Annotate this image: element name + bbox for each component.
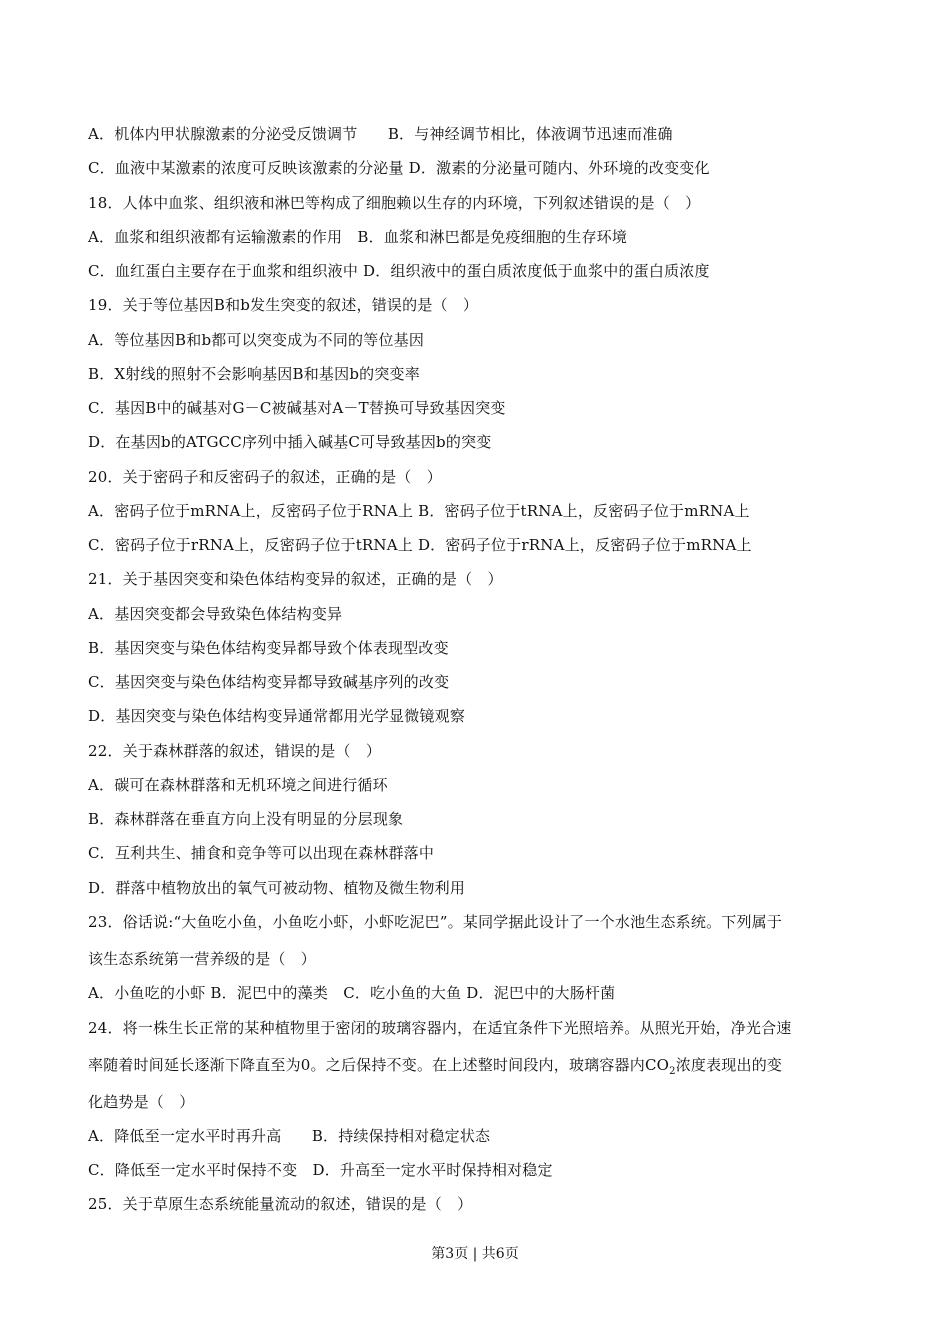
co2-subscript: 2 xyxy=(669,1066,676,1077)
option-line: C．血红蛋白主要存在于血浆和组织液中 D．组织液中的蛋白质浓度低于血浆中的蛋白质浓度 xyxy=(88,262,710,280)
option-c: C．基因B中的碱基对G－C被碱基对A－T替换可导致基因突变 xyxy=(88,399,506,417)
option-line: A．机体内甲状腺激素的分泌受反馈调节 B．与神经调节相比，体液调节迅速而准确 xyxy=(88,125,673,143)
option-line: A．血浆和组织液都有运输激素的作用 B．血浆和淋巴都是免疫细胞的生存环境 xyxy=(88,228,628,246)
option-b: B．基因突变与染色体结构变异都导致个体表现型改变 xyxy=(88,639,449,657)
option-c: C．互利共生、捕食和竞争等可以出现在森林群落中 xyxy=(88,844,435,862)
question-25: 25．关于草原生态系统能量流动的叙述，错误的是（ ） xyxy=(88,1195,473,1213)
option-a: A．碳可在森林群落和无机环境之间进行循环 xyxy=(88,776,388,794)
page-footer: 第3页 | 共6页 xyxy=(431,1246,519,1262)
option-line: A．降低至一定水平时再升高 B．持续保持相对稳定状态 xyxy=(88,1127,491,1145)
option-line: A．小鱼吃的小虾 B．泥巴中的藻类 C．吃小鱼的大鱼 D．泥巴中的大肠杆菌 xyxy=(88,984,616,1002)
question-20: 20．关于密码子和反密码子的叙述，正确的是（ ） xyxy=(88,468,442,486)
option-a: A．等位基因B和b都可以突变成为不同的等位基因 xyxy=(88,331,425,349)
option-d: D．群落中植物放出的氧气可被动物、植物及微生物利用 xyxy=(88,879,466,897)
question-23: 23．俗话说:“大鱼吃小鱼，小鱼吃小虾，小虾吃泥巴”。某同学据此设计了一个水池生态系统。下列属于 xyxy=(88,913,783,931)
option-line: A．密码子位于mRNA上，反密码子位于RNA上 B．密码子位于tRNA上，反密码子位于mRNA上 xyxy=(88,502,750,520)
question-21: 21．关于基因突变和染色体结构变异的叙述，正确的是（ ） xyxy=(88,570,503,588)
option-line: C．降低至一定水平时保持不变 D．升高至一定水平时保持相对稳定 xyxy=(88,1161,553,1179)
option-b: B．X射线的照射不会影响基因B和基因b的突变率 xyxy=(88,365,420,383)
option-line: C．血液中某激素的浓度可反映该激素的分泌量 D．激素的分泌量可随内、外环境的改变变化 xyxy=(88,159,710,177)
question-24-cont xyxy=(88,1055,782,1082)
option-d: D．基因突变与染色体结构变异通常都用光学显微镜观察 xyxy=(88,707,466,725)
question-24: 24．将一株生长正常的某种植物里于密闭的玻璃容器内，在适宜条件下光照培养。从照光开始，净光合速 xyxy=(88,1019,792,1037)
question-22: 22．关于森林群落的叙述，错误的是（ ） xyxy=(88,742,382,760)
option-d: D．在基因b的ATGCC序列中插入碱基C可导致基因b的突变 xyxy=(88,433,492,451)
option-a: A．基因突变都会导致染色体结构变异 xyxy=(88,605,343,623)
question-19: 19．关于等位基因B和b发生突变的叙述，错误的是（ ） xyxy=(88,296,479,314)
option-line: C．密码子位于rRNA上，反密码子位于tRNA上 D．密码子位于rRNA上，反密码子位于mRNA上 xyxy=(88,536,752,554)
question-23-cont: 该生态系统第一营养级的是（ ） xyxy=(88,950,317,968)
option-c: C．基因突变与染色体结构变异都导致碱基序列的改变 xyxy=(88,673,450,691)
question-24-cont: 化趋势是（ ） xyxy=(88,1093,195,1111)
text-segment: 浓度表现出的变 xyxy=(675,1056,783,1074)
option-b: B．森林群落在垂直方向上没有明显的分层现象 xyxy=(88,810,404,828)
question-18: 18．人体中血浆、组织液和淋巴等构成了细胞赖以生存的内环境，下列叙述错误的是（ ） xyxy=(88,194,701,212)
text-segment: 率随着时间延长逐渐下降直至为0。之后保持不变。在上述整时间段内，玻璃容器内CO xyxy=(88,1056,670,1074)
